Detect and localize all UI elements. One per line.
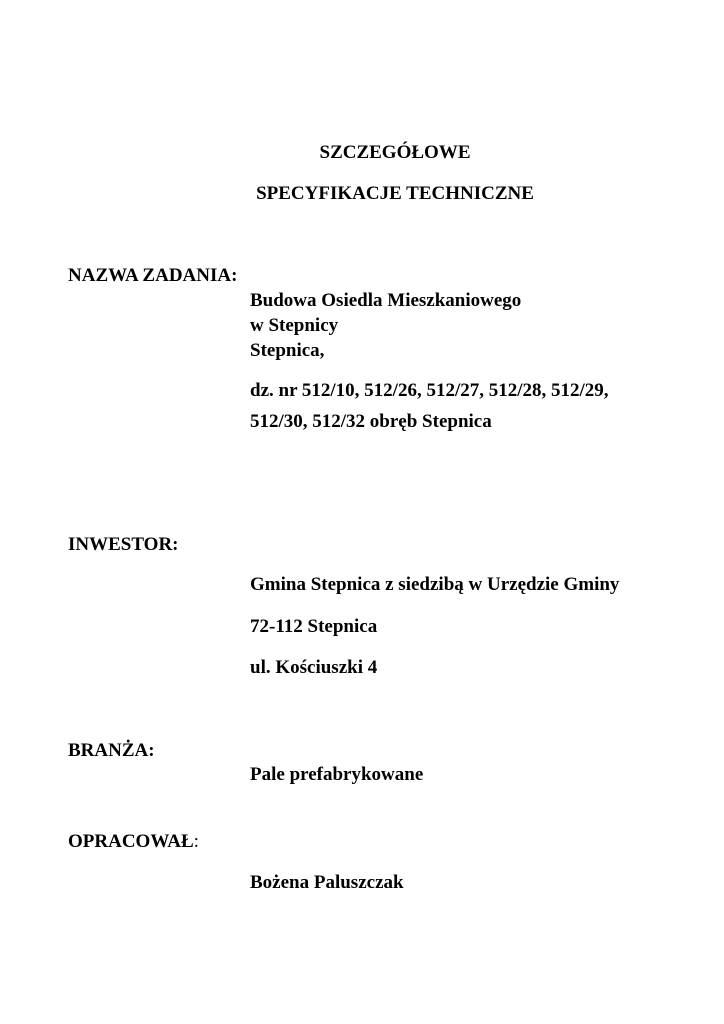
investor-postal: 72-112 Stepnica <box>250 616 378 637</box>
document-title-line1: SZCZEGÓŁOWE <box>319 142 471 163</box>
task-plot-numbers: 512/30, 512/32 obręb Stepnica <box>250 411 492 432</box>
investor-name: Gmina Stepnica z siedzibą w Urzędzie Gminy <box>250 574 620 595</box>
investor-label: INWESTOR: <box>68 534 179 555</box>
author-label <box>68 831 199 853</box>
task-name-line: Stepnica, <box>250 340 325 361</box>
author-label-text: OPRACOWAŁ <box>68 831 194 852</box>
author-name: Bożena Paluszczak <box>250 872 404 893</box>
task-name-line: Budowa Osiedla Mieszkaniowego <box>250 290 522 311</box>
task-name-line: w Stepnicy <box>250 315 339 336</box>
task-name-label: NAZWA ZADANIA: <box>68 265 238 286</box>
branch-value: Pale prefabrykowane <box>250 764 424 785</box>
investor-street: ul. Kościuszki 4 <box>250 657 378 678</box>
branch-label: BRANŻA: <box>68 740 155 761</box>
document-title-line2: SPECYFIKACJE TECHNICZNE <box>256 183 534 204</box>
author-label-colon: : <box>193 831 199 852</box>
task-plot-numbers: dz. nr 512/10, 512/26, 512/27, 512/28, 512/29, <box>250 380 609 401</box>
